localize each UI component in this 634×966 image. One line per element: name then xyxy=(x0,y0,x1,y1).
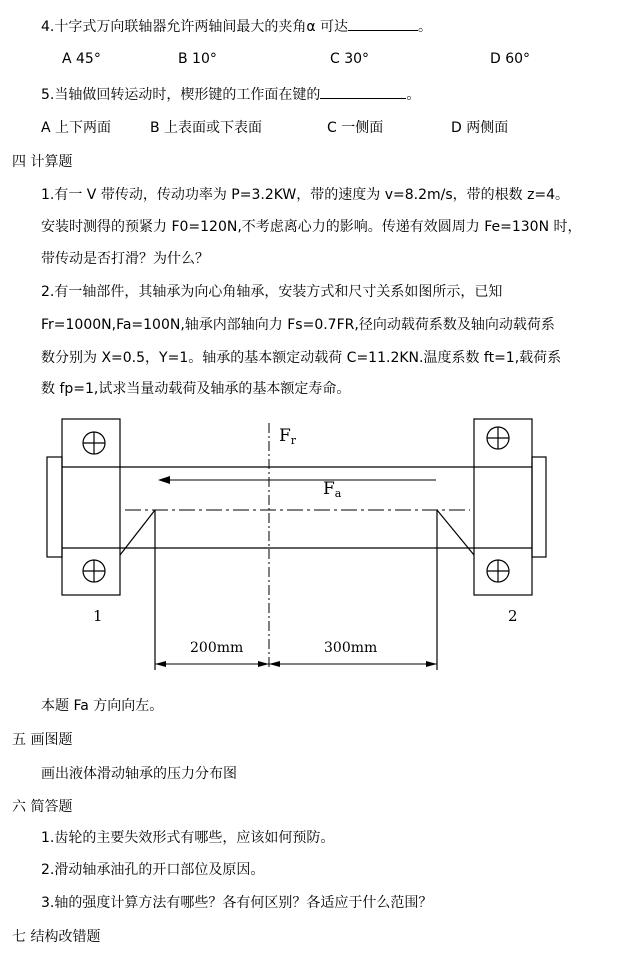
question-4-text: 4.十字式万向联轴器允许两轴间最大的夹角α 可达 xyxy=(41,19,349,35)
section-6-item-1: 1.齿轮的主要失效形式有哪些，应该如何预防。 xyxy=(41,830,335,846)
section-4-title: 四 计算题 xyxy=(12,154,73,170)
bearing-2-label: 2 xyxy=(508,607,518,625)
question-5-end: 。 xyxy=(406,87,421,103)
bearing-housing-left xyxy=(62,419,120,595)
dimension-200: 200mm xyxy=(190,640,244,656)
problem-2-line-4: 数 fp=1,试求当量动载荷及轴承的基本额定寿命。 xyxy=(41,381,351,397)
section-7-title: 七 结构改错题 xyxy=(12,929,101,945)
problem-1-line-1: 1.有一 V 带传动，传动功率为 P=3.2KW，带的速度为 v=8.2m/s，带的根数 z=4。 xyxy=(41,187,570,203)
option-b: B 10° xyxy=(178,51,217,67)
question-4-end: 。 xyxy=(418,19,433,35)
option-a: A 45° xyxy=(62,51,101,67)
fa-direction-note: 本题 Fa 方向向左。 xyxy=(41,698,164,714)
option-c: C 30° xyxy=(330,51,370,67)
section-6-item-2: 2.滑动轴承油孔的开口部位及原因。 xyxy=(41,862,265,878)
problem-1-line-3: 带传动是否打滑？为什么？ xyxy=(41,251,209,267)
bearing-1-label: 1 xyxy=(93,607,103,625)
problem-2-line-2: Fr=1000N,Fa=100N,轴承内部轴向力 Fs=0.7FR,径向动载荷系数及轴向动载荷系 xyxy=(41,317,555,333)
option-a: A 上下两面 xyxy=(41,120,112,136)
section-5-item: 画出液体滑动轴承的压力分布图 xyxy=(41,766,237,782)
option-b: B 上表面或下表面 xyxy=(150,120,263,136)
section-6-title: 六 简答题 xyxy=(12,799,73,815)
problem-2-line-1: 2.有一轴部件，其轴承为向心角轴承，安装方式和尺寸关系如图所示，已知 xyxy=(41,284,503,300)
fa-arrowhead xyxy=(158,476,170,484)
option-d: D 60° xyxy=(490,51,531,67)
question-5 xyxy=(41,84,420,104)
problem-1-line-2: 安装时测得的预紧力 F0=120N,不考虑离心力的影响。传递有效圆周力 Fe=130N 时， xyxy=(41,219,582,235)
question-5-text: 5.当轴做回转运动时，楔形键的工作面在键的 xyxy=(41,87,321,103)
section-6-item-3: 3.轴的强度计算方法有哪些？各有何区别？各适应于什么范围？ xyxy=(41,895,433,911)
dimension-300: 300mm xyxy=(324,640,378,656)
fa-label: Fa xyxy=(323,479,342,500)
answer-blank[interactable] xyxy=(348,18,418,31)
section-5-title: 五 画图题 xyxy=(12,732,73,748)
fr-label: Fr xyxy=(279,426,297,447)
shaft-bearing-diagram xyxy=(0,405,634,685)
question-4 xyxy=(41,16,432,36)
problem-2-line-3: 数分别为 X=0.5，Y=1。轴承的基本额定动载荷 C=11.2KN.温度系数 ft=1,载荷系 xyxy=(41,350,562,366)
bearing-housing-right xyxy=(474,419,532,595)
option-d: D 两侧面 xyxy=(451,120,509,136)
option-c: C 一侧面 xyxy=(327,120,384,136)
answer-blank[interactable] xyxy=(320,86,406,99)
